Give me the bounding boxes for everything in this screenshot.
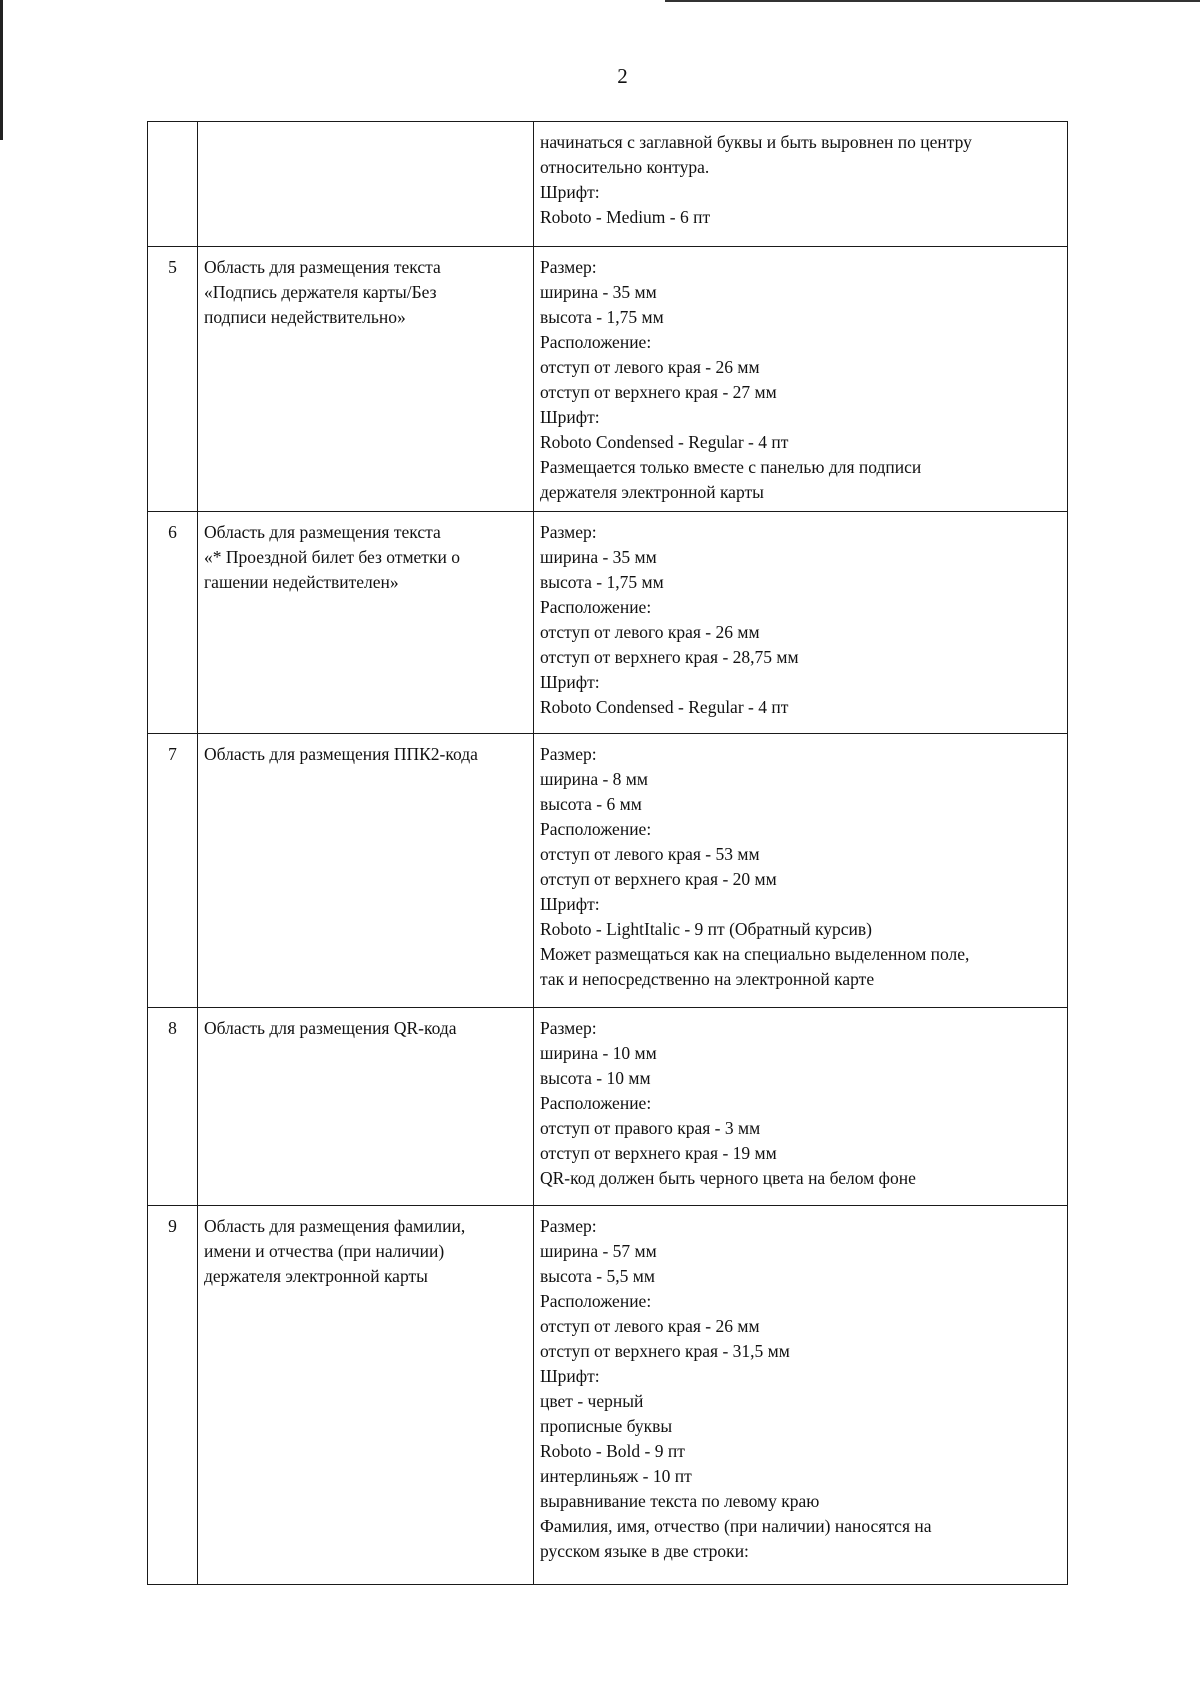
row-number-cell: 6: [148, 512, 198, 734]
element-spec-line: ширина - 8 мм: [540, 769, 648, 789]
element-spec-cell: [534, 122, 1068, 247]
element-spec-line: ширина - 35 мм: [540, 547, 657, 567]
element-spec-line: Размер:: [540, 744, 597, 764]
table-row: [148, 1206, 1068, 1585]
element-name-line: Область для размещения текста: [204, 522, 441, 542]
element-name-line: держателя электронной карты: [204, 1266, 428, 1286]
element-name-line: гашении недействителен»: [204, 572, 399, 592]
row-number-cell: 7: [148, 734, 198, 1008]
element-spec-line: Шрифт:: [540, 407, 600, 427]
element-name-cell: [198, 1008, 534, 1206]
row-number-cell: 9: [148, 1206, 198, 1585]
element-spec-cell: [534, 247, 1068, 512]
page-number: 2: [617, 64, 628, 88]
element-spec-line: отступ от верхнего края - 31,5 мм: [540, 1341, 790, 1361]
table-row: [148, 1008, 1068, 1206]
element-spec-line: ширина - 10 мм: [540, 1043, 657, 1063]
element-spec-line: относительно контура.: [540, 157, 710, 177]
element-spec-line: Шрифт:: [540, 672, 600, 692]
element-spec-cell: [534, 734, 1068, 1008]
element-spec-line: высота - 6 мм: [540, 794, 642, 814]
element-spec-line: высота - 1,75 мм: [540, 307, 664, 327]
element-spec-line: высота - 10 мм: [540, 1068, 651, 1088]
table-row: [148, 734, 1068, 1008]
element-spec-line: Расположение:: [540, 597, 652, 617]
element-spec-line: выравнивание текста по левому краю: [540, 1491, 820, 1511]
element-spec-line: прописные буквы: [540, 1416, 673, 1436]
element-spec-line: Расположение:: [540, 1291, 652, 1311]
scan-edge-top: [665, 0, 1200, 2]
element-spec-line: отступ от верхнего края - 28,75 мм: [540, 647, 799, 667]
element-spec-line: Фамилия, имя, отчество (при наличии) наносятся на: [540, 1516, 932, 1536]
element-spec-line: цвет - черный: [540, 1391, 644, 1411]
element-spec-line: Расположение:: [540, 332, 652, 352]
element-spec-line: Расположение:: [540, 1093, 652, 1113]
table-row: [148, 512, 1068, 734]
element-name-line: подписи недействительно»: [204, 307, 406, 327]
element-name-cell: [198, 512, 534, 734]
element-name-line: Область для размещения фамилии,: [204, 1216, 466, 1236]
element-spec-cell: [534, 1206, 1068, 1585]
element-spec-line: Roboto Condensed - Regular - 4 пт: [540, 432, 789, 452]
element-spec-line: Roboto Condensed - Regular - 4 пт: [540, 697, 789, 717]
element-name-line: «Подпись держателя карты/Без: [204, 282, 437, 302]
element-name-line: имени и отчества (при наличии): [204, 1241, 445, 1261]
table-row: [148, 247, 1068, 512]
element-spec-line: Размер:: [540, 257, 597, 277]
element-name-line: Область для размещения ППК2-кода: [204, 744, 478, 764]
spec-table-body: [148, 122, 1068, 1585]
element-spec-line: Размещается только вместе с панелью для подписи: [540, 457, 922, 477]
element-spec-line: отступ от левого края - 26 мм: [540, 1316, 760, 1336]
element-spec-line: начинаться с заглавной буквы и быть выровнен по центру: [540, 132, 972, 152]
element-spec-line: Шрифт:: [540, 894, 600, 914]
element-spec-line: отступ от левого края - 26 мм: [540, 622, 760, 642]
element-spec-line: держателя электронной карты: [540, 482, 764, 502]
element-spec-cell: [534, 1008, 1068, 1206]
element-name-line: «* Проездной билет без отметки о: [204, 547, 460, 567]
table-row: [148, 122, 1068, 247]
row-number-cell: [148, 122, 198, 247]
row-number-cell: 8: [148, 1008, 198, 1206]
element-spec-line: Roboto - Bold - 9 пт: [540, 1441, 685, 1461]
element-spec-line: QR-код должен быть черного цвета на белом фоне: [540, 1168, 916, 1188]
element-spec-line: Roboto - LightItalic - 9 пт (Обратный курсив): [540, 919, 872, 939]
element-spec-line: высота - 1,75 мм: [540, 572, 664, 592]
element-name-line: Область для размещения QR-кода: [204, 1018, 457, 1038]
element-spec-line: так и непосредственно на электронной карте: [540, 969, 875, 989]
element-spec-line: отступ от верхнего края - 27 мм: [540, 382, 777, 402]
element-spec-line: русском языке в две строки:: [540, 1541, 749, 1561]
element-name-cell: [198, 247, 534, 512]
element-spec-line: Расположение:: [540, 819, 652, 839]
element-name-cell: [198, 1206, 534, 1585]
element-spec-line: ширина - 35 мм: [540, 282, 657, 302]
element-spec-line: Roboto - Medium - 6 пт: [540, 207, 711, 227]
element-spec-line: ширина - 57 мм: [540, 1241, 657, 1261]
element-spec-line: Может размещаться как на специально выделенном поле,: [540, 944, 970, 964]
element-spec-line: отступ от верхнего края - 19 мм: [540, 1143, 777, 1163]
element-spec-line: отступ от правого края - 3 мм: [540, 1118, 761, 1138]
element-name-cell: [198, 122, 534, 247]
element-spec-line: интерлиньяж - 10 пт: [540, 1466, 692, 1486]
spec-table: [147, 121, 1068, 1585]
row-number-cell: 5: [148, 247, 198, 512]
element-spec-line: Шрифт:: [540, 182, 600, 202]
element-spec-line: отступ от верхнего края - 20 мм: [540, 869, 777, 889]
element-spec-line: Размер:: [540, 1018, 597, 1038]
element-spec-line: высота - 5,5 мм: [540, 1266, 655, 1286]
element-spec-line: отступ от левого края - 53 мм: [540, 844, 760, 864]
element-spec-line: Шрифт:: [540, 1366, 600, 1386]
element-spec-line: Размер:: [540, 522, 597, 542]
element-spec-line: Размер:: [540, 1216, 597, 1236]
element-spec-cell: [534, 512, 1068, 734]
element-name-cell: [198, 734, 534, 1008]
element-name-line: Область для размещения текста: [204, 257, 441, 277]
element-spec-line: отступ от левого края - 26 мм: [540, 357, 760, 377]
